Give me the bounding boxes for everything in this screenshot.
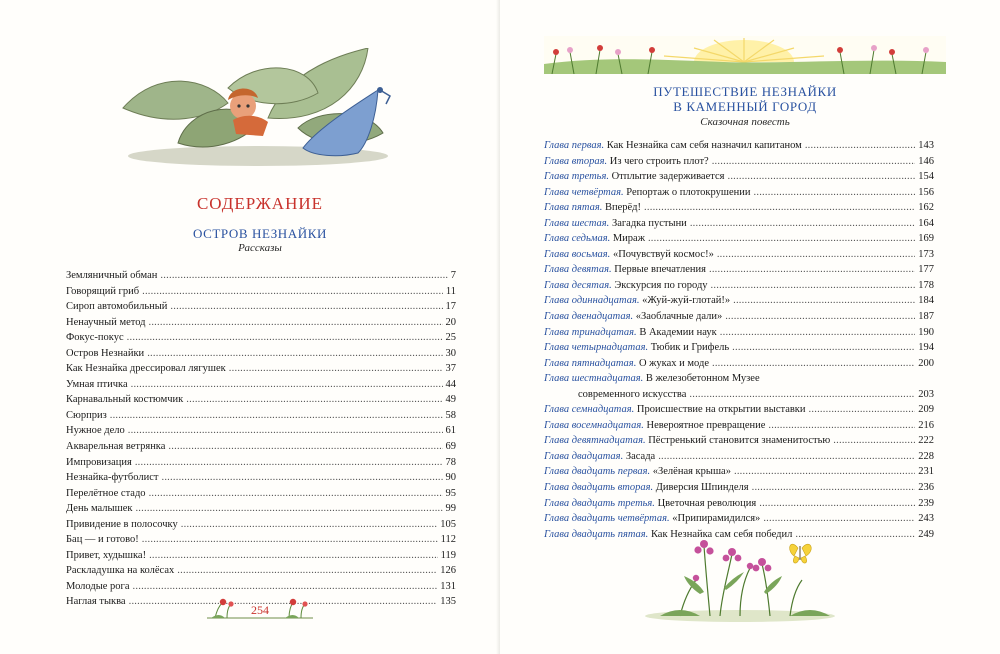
toc-chapter-title — [544, 402, 806, 418]
toc-entry-title: Бац — и готово! — [66, 534, 139, 546]
toc-chapter — [544, 231, 934, 247]
toc-entry-title: Перелётное стадо — [66, 487, 146, 499]
toc-entry-page: 131 — [440, 580, 456, 592]
chapter-number: двадцать третья. — [571, 497, 655, 509]
toc-chapter — [544, 138, 934, 154]
toc-entry-title: Карнавальный костюмчик — [66, 394, 184, 406]
section-subtitle-tale: Сказочная повесть — [700, 116, 790, 128]
toc-chapter-page: 228 — [918, 450, 934, 462]
toc-chapter-title — [544, 371, 760, 387]
toc-entry-title: Как Незнайка дрессировал лягушек — [66, 363, 226, 375]
toc-chapter-title — [544, 433, 830, 449]
chapter-word: Глава — [544, 513, 570, 525]
chapter-word: Глава — [544, 450, 570, 462]
toc-entry-page: 69 — [445, 441, 456, 453]
chapter-number: вторая. — [571, 155, 608, 167]
toc-chapter — [544, 464, 934, 480]
toc-entry-page: 44 — [445, 378, 456, 390]
chapter-title-text: Из чего строить плот? — [609, 155, 709, 167]
toc-chapter-title — [544, 309, 722, 325]
toc-chapter-page: 190 — [918, 326, 934, 338]
chapter-number: девятая. — [571, 264, 612, 276]
toc-leader-dots — [733, 293, 915, 309]
toc-chapter-page: 178 — [918, 279, 934, 291]
toc-leader-dots — [712, 356, 915, 372]
toc-chapter-page: 143 — [918, 140, 934, 151]
chapter-title-text: Вперёд! — [604, 202, 642, 214]
section-title-island: ОСТРОВ НЕЗНАЙКИ — [192, 226, 328, 241]
chapter-title-text: Цветочная революция — [657, 497, 757, 509]
toc-entry — [66, 439, 456, 455]
toc-chapter-title — [544, 293, 730, 309]
toc-chapter-title — [544, 169, 724, 185]
chapter-number: одиннадцатая. — [571, 295, 640, 307]
toc-chapter — [544, 371, 934, 387]
toc-entry-title: Земляничный обман — [66, 270, 158, 281]
toc-leader-dots — [128, 423, 443, 439]
toc-chapter — [544, 185, 934, 201]
toc-chapter-title — [544, 325, 717, 341]
chapter-title-text: Как Незнайка сам себя назначил капитаном — [606, 140, 802, 151]
wildflowers-butterfly-illustration — [640, 524, 840, 624]
toc-leader-dots — [181, 517, 438, 533]
chapter-number: первая. — [571, 140, 605, 151]
chapter-number: семнадцатая. — [571, 404, 635, 416]
toc-chapter — [544, 340, 934, 356]
toc-leader-dots — [717, 247, 915, 263]
toc-leader-dots — [648, 231, 915, 247]
toc-leader-dots — [809, 402, 916, 418]
toc-leader-dots — [690, 216, 915, 232]
chapter-number: двадцатая. — [571, 450, 624, 462]
chapter-number: девятнадцатая. — [571, 435, 646, 447]
chapter-title-continuation: современного искусства — [578, 388, 687, 400]
toc-entry-title: Фокус-покус — [66, 332, 124, 344]
chapter-number: десятая. — [571, 279, 612, 291]
toc-entry-page: 112 — [440, 534, 456, 546]
section-subtitle-stories: Рассказы — [238, 242, 282, 254]
chapter-word: Глава — [544, 202, 570, 214]
chapter-title-text: Как Незнайка сам себя победил — [650, 528, 793, 540]
toc-leader-dots — [170, 299, 442, 315]
chapter-word: Глава — [544, 295, 570, 307]
toc-chapter-page: 200 — [918, 357, 934, 369]
contents-title: СОДЕРЖАНИЕ — [196, 194, 324, 213]
toc-chapter-title — [544, 496, 756, 512]
chapter-title-text: Засада — [625, 450, 656, 462]
chapter-title-text: О жуках и моде — [638, 357, 709, 369]
chapter-word: Глава — [544, 373, 570, 385]
toc-chapter-page: 156 — [918, 186, 934, 198]
toc-chapter — [544, 356, 934, 372]
chapter-number: четырнадцатая. — [571, 342, 649, 354]
toc-chapter-page: 169 — [918, 233, 934, 245]
toc-leader-dots — [833, 433, 915, 449]
toc-entry-page: 95 — [445, 487, 456, 499]
toc-chapter-title — [544, 185, 751, 201]
toc-entry — [66, 284, 456, 300]
toc-leader-dots — [229, 361, 443, 377]
toc-entry — [66, 486, 456, 502]
chapter-title-text: «Припирамидился» — [672, 513, 761, 525]
chapter-word: Глава — [544, 171, 570, 183]
toc-entry — [66, 408, 456, 424]
chapter-word: Глава — [544, 248, 570, 260]
chapter-title-text: Тюбик и Грифель — [650, 342, 730, 354]
toc-entry-page: 25 — [445, 332, 456, 344]
toc-leader-dots — [110, 408, 443, 424]
chapter-word: Глава — [544, 482, 570, 494]
toc-entry-page: 37 — [445, 363, 456, 375]
toc-chapter-title — [544, 262, 706, 278]
chapter-title-text: Пёстренький становится знаменитостью — [648, 435, 831, 447]
toc-chapter — [544, 169, 934, 185]
toc-entry-page: 49 — [445, 394, 456, 406]
toc-entry-page: 135 — [440, 596, 456, 608]
toc-chapter — [544, 262, 934, 278]
chapter-word: Глава — [544, 311, 570, 323]
chapter-number: шестнадцатая. — [571, 373, 644, 385]
toc-leader-dots — [168, 439, 442, 455]
toc-chapter-page: 177 — [918, 264, 934, 276]
toc-entry-page: 7 — [450, 270, 456, 281]
toc-chapter — [544, 216, 934, 232]
toc-leader-dots — [768, 418, 915, 434]
toc-leader-dots — [805, 138, 915, 154]
toc-entry — [66, 423, 456, 439]
chapter-title-text: Происшествие на открытии выставки — [636, 404, 806, 416]
toc-chapter-title — [544, 200, 641, 216]
toc-entry — [66, 377, 456, 393]
chapter-title-text: Загадка пустыни — [611, 217, 687, 229]
toc-chapter — [544, 247, 934, 263]
toc-leader-dots — [135, 501, 442, 517]
toc-chapter-title — [544, 356, 709, 372]
section-title-line2: В КАМЕННЫЙ ГОРОД — [673, 99, 817, 114]
toc-chapter-page: 222 — [918, 435, 934, 447]
toc-leader-dots — [732, 340, 915, 356]
toc-leader-dots — [759, 496, 915, 512]
toc-chapter-page: 187 — [918, 311, 934, 323]
toc-right-list — [544, 138, 934, 542]
toc-chapter — [544, 480, 934, 496]
toc-chapter — [544, 402, 934, 418]
chapter-number: пятая. — [571, 202, 603, 214]
toc-leader-dots — [186, 392, 442, 408]
toc-leader-dots — [135, 455, 443, 471]
toc-entry-title: Привидение в полосочку — [66, 518, 178, 530]
toc-chapter-title — [544, 247, 714, 263]
toc-entry — [66, 361, 456, 377]
toc-chapter-page: 249 — [918, 528, 934, 540]
toc-leader-dots — [754, 185, 916, 201]
toc-entry — [66, 501, 456, 517]
toc-entry-title: Наглая тыква — [66, 596, 126, 608]
toc-entry — [66, 517, 456, 533]
chapter-word: Глава — [544, 466, 570, 478]
toc-entry-page: 30 — [445, 347, 456, 359]
toc-entry-page: 126 — [440, 565, 456, 577]
chapter-number: двадцать четвёртая. — [571, 513, 670, 525]
toc-entry-page: 105 — [440, 518, 456, 530]
toc-chapter-page: 216 — [918, 419, 934, 431]
toc-entry — [66, 315, 456, 331]
toc-leader-dots — [149, 486, 443, 502]
toc-chapter — [544, 496, 934, 512]
toc-chapter-page: 194 — [918, 342, 934, 354]
chapter-number: двадцать первая. — [571, 466, 651, 478]
toc-chapter-page: 236 — [918, 482, 934, 494]
toc-entry — [66, 579, 456, 595]
toc-leader-dots — [149, 548, 438, 564]
chapter-word: Глава — [544, 404, 570, 416]
toc-chapter-title — [544, 278, 708, 294]
chapter-title-text: «Жуй-жуй-глотай!» — [642, 295, 731, 307]
toc-leader-dots — [644, 200, 915, 216]
toc-chapter — [544, 293, 934, 309]
chapter-title-text: Диверсия Шпинделя — [655, 482, 749, 494]
toc-entry-title: День малышек — [66, 503, 133, 515]
toc-entry — [66, 455, 456, 471]
meadow-sunrise-banner — [544, 36, 946, 74]
toc-chapter — [544, 433, 934, 449]
toc-chapter — [544, 309, 934, 325]
chapter-word: Глава — [544, 342, 570, 354]
toc-chapter-title — [544, 464, 731, 480]
toc-entry — [66, 299, 456, 315]
toc-chapter-page: 231 — [918, 466, 934, 478]
toc-leader-dots — [131, 377, 443, 393]
toc-leader-dots — [709, 262, 915, 278]
chapter-word: Глава — [544, 140, 570, 151]
toc-entry-title: Сюрприз — [66, 409, 107, 421]
toc-chapter-title — [544, 340, 729, 356]
chapter-word: Глава — [544, 326, 570, 338]
chapter-number: восьмая. — [571, 248, 611, 260]
chapter-word: Глава — [544, 435, 570, 447]
toc-entry-title: Умная птичка — [66, 378, 128, 390]
toc-chapter — [544, 418, 934, 434]
toc-chapter — [544, 200, 934, 216]
toc-leader-dots — [127, 330, 443, 346]
toc-chapter-page: 243 — [918, 513, 934, 525]
toc-entry-page: 99 — [445, 503, 456, 515]
toc-chapter-page: 164 — [918, 217, 934, 229]
toc-entry — [66, 470, 456, 486]
chapter-word: Глава — [544, 528, 570, 540]
chapter-number: восемнадцатая. — [571, 419, 644, 431]
toc-entry-page: 61 — [445, 425, 456, 437]
toc-leader-dots — [725, 309, 915, 325]
chapter-word: Глава — [544, 357, 570, 369]
toc-left-list — [66, 268, 456, 610]
toc-chapter — [544, 154, 934, 170]
toc-leader-dots — [142, 532, 438, 548]
neznaika-leaves-illustration — [118, 48, 408, 168]
chapter-title-text: В Академии наук — [639, 326, 717, 338]
toc-entry-title: Ненаучный метод — [66, 316, 146, 328]
toc-chapter — [544, 325, 934, 341]
toc-leader-dots — [711, 278, 916, 294]
toc-entry-title: Молодые рога — [66, 580, 130, 592]
chapter-number: двадцать пятая. — [571, 528, 649, 540]
toc-entry — [66, 268, 456, 284]
chapter-title-text: Первые впечатления — [614, 264, 706, 276]
chapter-number: двенадцатая. — [571, 311, 634, 323]
toc-entry-page: 78 — [445, 456, 456, 468]
chapter-word: Глава — [544, 419, 570, 431]
toc-chapter-title — [544, 480, 749, 496]
section-title-journey — [610, 84, 880, 114]
chapter-title-text: Экскурсия по городу — [614, 279, 708, 291]
toc-leader-dots — [712, 154, 916, 170]
chapter-title-text: «Заоблачные дали» — [635, 311, 723, 323]
toc-leader-dots — [142, 284, 443, 300]
toc-chapter-page: 184 — [918, 295, 934, 307]
toc-chapter-title — [544, 449, 655, 465]
toc-entry-title: Незнайка-футболист — [66, 472, 159, 484]
chapter-number: седьмая. — [571, 233, 611, 245]
chapter-number: четвёртая. — [571, 186, 624, 198]
toc-entry-title: Остров Незнайки — [66, 347, 145, 359]
toc-leader-dots — [734, 464, 915, 480]
chapter-title-text: «Зелёная крыша» — [652, 466, 731, 478]
chapter-number: пятнадцатая. — [571, 357, 637, 369]
toc-chapter-page: 203 — [918, 388, 934, 400]
toc-leader-dots — [727, 169, 915, 185]
chapter-number: третья. — [571, 171, 609, 183]
toc-leader-dots — [689, 387, 915, 403]
toc-chapter-title — [544, 138, 802, 154]
toc-leader-dots — [177, 563, 437, 579]
toc-entry-page: 11 — [445, 285, 456, 297]
chapter-title-text: Отплытие задерживается — [611, 171, 725, 183]
toc-entry-page: 20 — [445, 316, 456, 328]
toc-chapter-continuation — [544, 387, 934, 403]
toc-leader-dots — [133, 579, 438, 595]
toc-entry — [66, 548, 456, 564]
toc-entry-title: Сироп автомобильный — [66, 301, 168, 313]
toc-entry-title: Импровизация — [66, 456, 132, 468]
toc-chapter-title — [544, 231, 645, 247]
toc-chapter-title — [544, 154, 709, 170]
toc-entry — [66, 330, 456, 346]
chapter-title-text: «Почувствуй космос!» — [612, 248, 714, 260]
chapter-title-text: Репортаж о плотокрушении — [626, 186, 751, 198]
toc-entry-title: Говорящий гриб — [66, 285, 140, 297]
toc-entry-title: Акварельная ветрянка — [66, 441, 166, 453]
toc-leader-dots — [147, 346, 442, 362]
toc-leader-dots — [720, 325, 916, 341]
section-title-line1: ПУТЕШЕСТВИЕ НЕЗНАЙКИ — [653, 84, 837, 99]
chapter-word: Глава — [544, 186, 570, 198]
page-number: 254 — [251, 603, 269, 617]
toc-chapter-page: 162 — [918, 202, 934, 214]
toc-chapter-page: 154 — [918, 171, 934, 183]
toc-leader-dots — [160, 268, 447, 284]
chapter-word: Глава — [544, 279, 570, 291]
toc-entry — [66, 346, 456, 362]
toc-leader-dots — [161, 470, 442, 486]
chapter-word: Глава — [544, 155, 570, 167]
toc-chapter-page: 146 — [918, 155, 934, 167]
toc-chapter-title — [544, 418, 765, 434]
chapter-number: шестая. — [571, 217, 610, 229]
toc-entry-title: Раскладушка на колёсах — [66, 565, 175, 577]
chapter-word: Глава — [544, 264, 570, 276]
toc-entry-title: Нужное дело — [66, 425, 125, 437]
chapter-title-text: В железобетонном Музее — [645, 373, 760, 385]
toc-entry-title: Привет, худышка! — [66, 549, 147, 561]
toc-leader-dots — [658, 449, 915, 465]
chapter-word: Глава — [544, 217, 570, 229]
toc-entry — [66, 532, 456, 548]
chapter-number: двадцать вторая. — [571, 482, 654, 494]
toc-leader-dots — [752, 480, 916, 496]
toc-chapter — [544, 449, 934, 465]
toc-entry-page: 17 — [445, 301, 456, 313]
chapter-word: Глава — [544, 497, 570, 509]
toc-chapter-page: 209 — [918, 404, 934, 416]
right-page — [500, 0, 1000, 654]
chapter-title-text: Мираж — [612, 233, 645, 245]
chapter-title-text: Невероятное превращение — [646, 419, 766, 431]
toc-chapter-title — [544, 216, 687, 232]
chapter-number: тринадцатая. — [571, 326, 637, 338]
toc-leader-dots — [148, 315, 442, 331]
toc-entry — [66, 563, 456, 579]
toc-entry-page: 58 — [445, 409, 456, 421]
chapter-word: Глава — [544, 233, 570, 245]
toc-chapter — [544, 278, 934, 294]
toc-chapter-page: 239 — [918, 497, 934, 509]
toc-chapter-page: 173 — [918, 248, 934, 260]
toc-entry-page: 90 — [445, 472, 456, 484]
toc-entry — [66, 392, 456, 408]
toc-entry-page: 119 — [440, 549, 456, 561]
